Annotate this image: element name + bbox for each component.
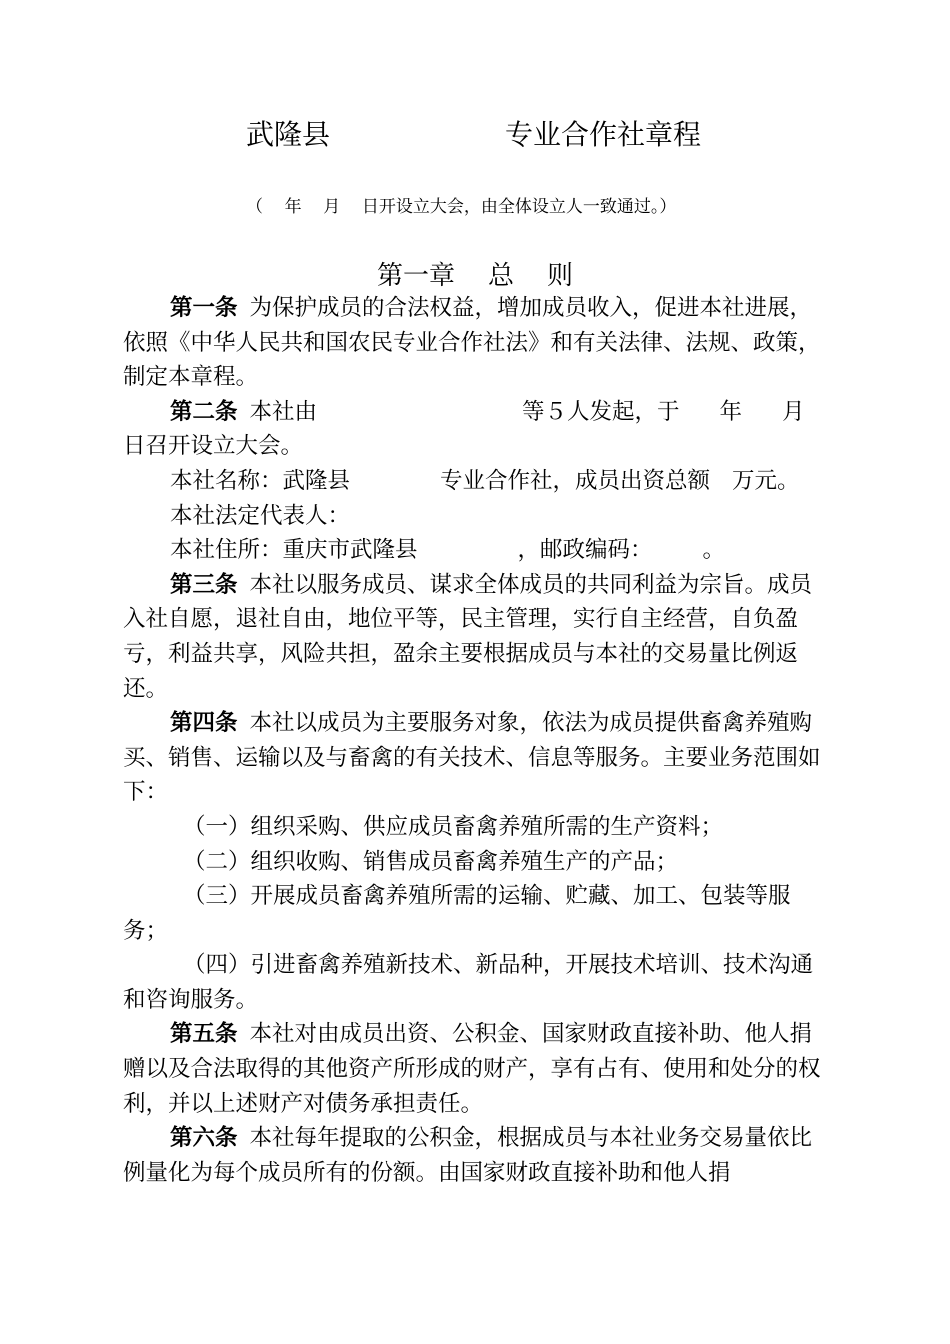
article-4: [123, 706, 823, 810]
article-text: 本社每年提取的公积金，根据成员与本社业务交易量依比例量化为每个成员所有的份额。由国家财政直接补助和他人捐: [123, 1125, 813, 1186]
title-county: 武隆县: [246, 118, 331, 151]
capital-unit: 万元。: [732, 467, 800, 494]
list-item: （三）开展成员畜禽养殖所需的运输、贮藏、加工、包装等服务；: [123, 883, 791, 944]
chapter-heading: 第一章 总 则: [376, 261, 574, 291]
article-6: [123, 1121, 823, 1190]
legal-representative-line: 本社法定代表人：: [170, 502, 351, 529]
article-text: 本社以服务成员、谋求全体成员的共同利益为宗旨。成员入社自愿，退社自由，地位平等，民主管理，实行自主经营，自负盈亏，利益共享，风险共担，盈余主要根据成员与本社的交易量比例返还。: [123, 571, 813, 702]
article-3: [123, 568, 823, 706]
article-label: 第五条: [170, 1021, 238, 1048]
article-text-a: 本社由: [249, 398, 318, 425]
article-label: 第一条: [170, 295, 238, 321]
address-line: [123, 533, 823, 568]
article-label: 第四条: [170, 710, 238, 737]
article-label: 第六条: [170, 1125, 238, 1152]
article-text-b: 等５人发起，于: [522, 398, 680, 425]
name-label: 本社名称：武隆县: [170, 467, 351, 494]
article-2: [123, 395, 823, 464]
address-end: 。: [702, 537, 726, 564]
article-text-c: 年: [719, 398, 743, 425]
article-label: 第二条: [170, 398, 238, 425]
list-item: （二）组织收购、销售成员畜禽养殖生产的产品；: [183, 848, 679, 875]
address-label: 本社住所：重庆市武隆县: [170, 537, 418, 564]
article-label: 第三条: [170, 571, 238, 598]
list-item: （一）组织采购、供应成员畜禽养殖所需的生产资料；: [183, 813, 724, 840]
capital-label: 专业合作社，成员出资总额: [440, 467, 711, 494]
postcode-label: ，邮政编码：: [517, 537, 653, 564]
article-text: 为保护成员的合法权益，增加成员收入，促进本社进展，依照《中华人民共和国农民专业合作社法》和有关法律、法规、政策，制定本章程。: [123, 295, 821, 391]
title-charter: 专业合作社章程: [505, 118, 702, 151]
list-item: （四）引进畜禽养殖新技术、新品种，开展技术培训、技术沟通和咨询服务。: [123, 952, 814, 1013]
adoption-note: （ 年 月 日开设立大会，由全体设立人一致通过。）: [246, 197, 677, 217]
article-text: 本社以成员为主要服务对象，依法为成员提供畜禽养殖购买、销售、运输以及与畜禽的有关技术、信息等服务。主要业务范围如下：: [123, 710, 821, 806]
document-body: [123, 291, 823, 1190]
article-1: [123, 291, 823, 395]
article-5: [123, 1017, 823, 1121]
article-text-d: 月日召开设立大会。: [123, 398, 805, 460]
cooperative-name-line: [123, 464, 823, 499]
article-text: 本社对由成员出资、公积金、国家财政直接补助、他人捐赠以及合法取得的其他资产所形成的财产，享有占有、使用和处分的权利，并以上述财产对债务承担责任。: [123, 1021, 821, 1117]
